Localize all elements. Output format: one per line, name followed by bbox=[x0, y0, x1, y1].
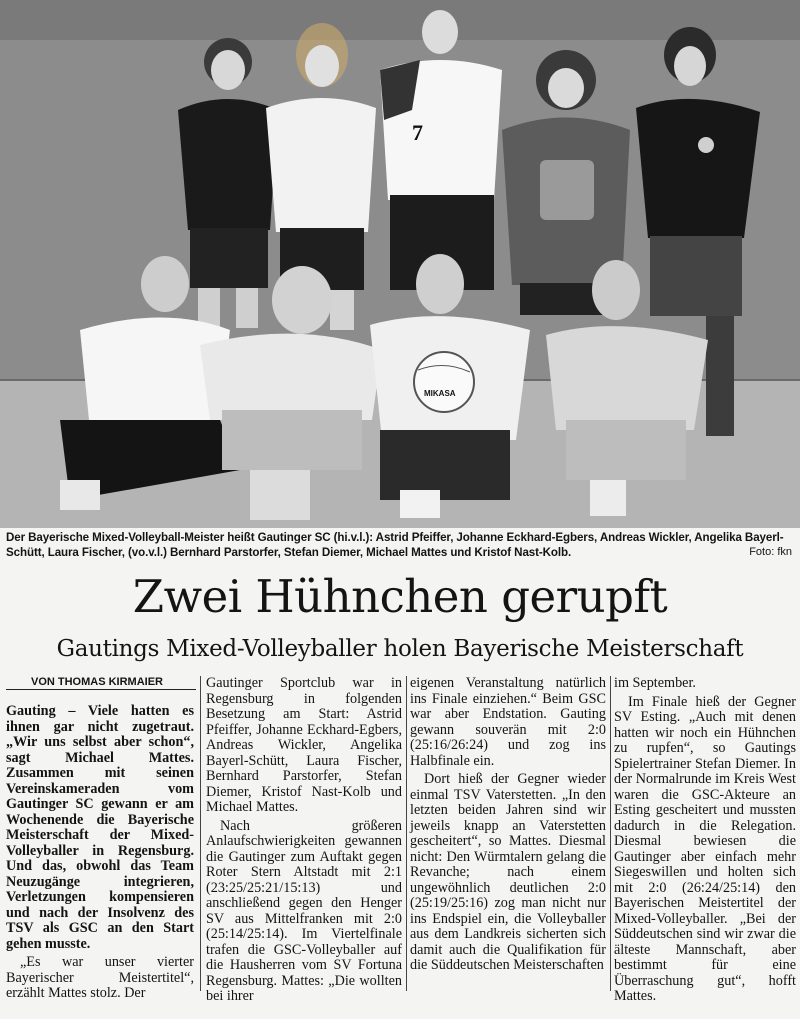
subheadline: Gautings Mixed-Volleyballer holen Bayerische Meisterschaft bbox=[56, 636, 744, 662]
article-paragraph: eigenen Veranstaltung natürlich ins Finale einziehen.“ Beim GSC war aber Endstation. Gauting gewann souverän mit 2:0 (25:16/26:24) und zog ins Halbfinale ein. bbox=[410, 675, 606, 769]
column-divider bbox=[200, 676, 201, 991]
photo-credit: Foto: fkn bbox=[749, 546, 792, 558]
article-paragraph: Dort hieß der Gegner wieder einmal TSV Vaterstetten. „In den letzten beiden Jahren sind wir jeweils knapp an Vaterstetten gescheitert“, so Mattes. Diesmal nicht: Den Würmtalern gelang die Revanche; nach einem ungewöhnlich deutlichen 2:0 (25:19/25:16) zog man nicht nur ins Endspiel ein, die Volleyballer aus dem Landkreis sicherten sich damit auch die Qualifikation für die Süddeutschen Meisterschaften bbox=[410, 771, 606, 973]
headline: Zwei Hühnchen gerupft bbox=[132, 570, 668, 623]
column-divider bbox=[610, 676, 611, 991]
jersey-number: 7 bbox=[412, 120, 423, 145]
article-lead-paragraph: Gauting – Viele hatten es ihnen gar nicht zugetraut. „Wir uns selbst aber schon“, sagt Michael Mattes. Zusammen mit seinen Vereinskameraden vom Gautinger SC gewann er am Wochenende die Bayerische Meisterschaft der Mixed-Volleyballer in Regensburg. Und das, obwohl das Team Neuzugänge integrieren, Verletzungen kompensieren und nach der Insolvenz des TSV als GSC an den Start gehen musste. bbox=[6, 703, 194, 952]
article-paragraph: Nach größeren Anlaufschwierigkeiten gewannen die Gautinger zum Auftakt gegen Roter Stern Altstadt mit 2:1 (23:25/25:21/15:13) und anschließend gegen den Henger SV aus Mittelfranken mit 2:0 (25:14/25:14). Im Viertelfinale trafen die GSC-Volleyballer auf die Hausherren vom SV Fortuna Regensburg. Mattes: „Die wollten bei ihrer bbox=[206, 817, 402, 1004]
photo-caption bbox=[6, 530, 796, 560]
caption-text: Der Bayerische Mixed-Volleyball-Meister heißt Gautinger SC (hi.v.l.): Astrid Pfeiffer, Johanne Eckhard-Egbers, Andreas Wickler, Angelika Bayerl-Schütt, Laura Fischer, (vo.v.l.) Bernhard Parstorfer, Stefan Diemer, Michael Mattes und Kristof Nast-Kolb. bbox=[6, 531, 784, 559]
article-column-2 bbox=[206, 675, 402, 1004]
article-column-4 bbox=[614, 675, 796, 1004]
column-divider bbox=[406, 676, 407, 991]
article-column-3 bbox=[410, 676, 606, 991]
article-column-1 bbox=[6, 704, 194, 1019]
byline: VON THOMAS KIRMAIER bbox=[6, 676, 196, 690]
ball-brand: MIKASA bbox=[424, 389, 456, 398]
article-paragraph: Gautinger Sportclub war in Regensburg in folgenden Besetzung am Start: Astrid Pfeiffer, Johanne Eckhard-Egbers, Andreas Wickler, Angelika Bayerl-Schütt, Laura Fischer, Bernhard Parstorfer, Stefan Diemer, Kristof Nast-Kolb und Michael Mattes. bbox=[206, 675, 402, 815]
article-paragraph: im September. bbox=[614, 675, 696, 691]
article-paragraph: „Es war unser vierter Bayerischer Meistertitel“, erzählt Mattes stolz. Der bbox=[6, 954, 194, 1001]
article-paragraph: Im Finale hieß der Gegner SV Esting. „Auch mit denen hatten wir noch ein Hühnchen zu rupfen“, so Gautings Spielertrainer Stefan Diemer. In der Normalrunde im Kreis West waren die GSC-Akteure an Esting gescheitert und mussten dadurch in die Relegation. Diesmal bewiesen die Gautinger aber einfach mehr Siegeswillen und holten sich mit 2:0 (26:24/25:14) den Bayerischen Meistertitel der Mixed-Volleyballer. „Bei der Süddeutschen sind wir zwar die älteste Mannschaft, aber bestimmt für eine Überraschung gut“, hofft Mattes. bbox=[614, 693, 796, 1004]
